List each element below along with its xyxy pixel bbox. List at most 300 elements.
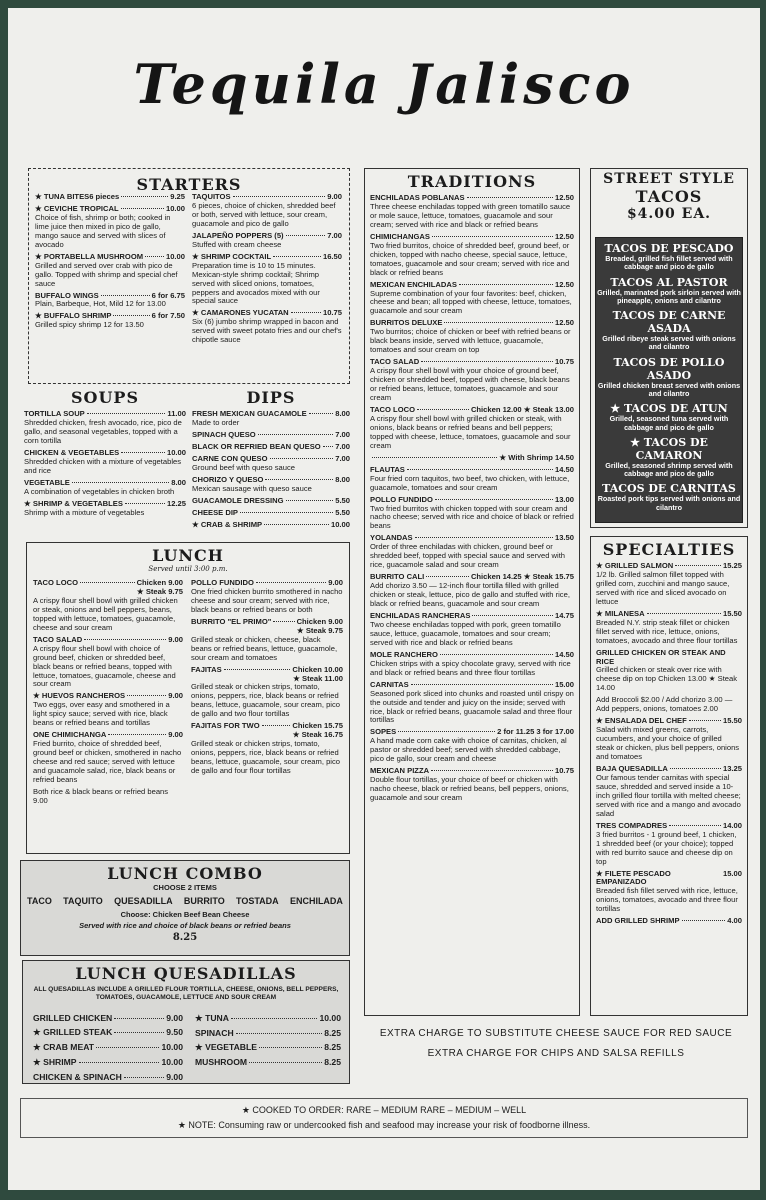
menu-item-name: ★ SHRIMP & VEGETABLES: [24, 498, 123, 508]
street-taco-name: TACOS AL PASTOR: [610, 275, 728, 289]
lunch-right-column: [191, 579, 343, 851]
menu-item-price: 6 for 7.50: [151, 311, 185, 321]
dot-leader: [432, 236, 553, 237]
tacos-header: TACOS: [593, 187, 745, 206]
street-taco-description: Grilled, marinated pork sirloin served with pineapple, onions and cilantro: [597, 287, 741, 305]
menu-item: [192, 476, 350, 494]
quesadilla-item: [33, 1042, 183, 1053]
menu-item-description: 6 pieces, choice of chicken, shredded beef or both, served with lettuce, sour cream, guacamole and pico de gallo: [192, 200, 336, 228]
specialties-header: SPECIALTIES: [596, 540, 742, 559]
menu-item-name: BAJA QUESADILLA: [596, 764, 668, 774]
dot-leader: [647, 613, 721, 614]
chips-salsa-note: EXTRA CHARGE FOR CHIPS AND SALSA REFILLS: [427, 1048, 685, 1059]
street-taco-description: Grilled ribeye steak served with onions and cilantro: [602, 334, 736, 352]
menu-item-name: ★ ENSALADA DEL CHEF: [596, 716, 687, 726]
soups-section: [24, 388, 186, 536]
menu-item-name: FLAUTAS: [370, 464, 405, 474]
starters-right-column: [192, 193, 342, 379]
menu-item-price: 2 for 11.25 3 for 17.00: [497, 727, 574, 737]
menu-item-description: Both rice & black beans or refried beans 9.00: [33, 786, 169, 805]
foodborne-note: ★ NOTE: Consuming raw or undercooked fish and seafood may increase your risk of foodborne illness.: [177, 1120, 591, 1130]
menu-item-price: 10.00: [330, 519, 350, 529]
menu-item-description: Breaded N.Y. strip steak fillet or chicken fillet served with rice, lettuce, onions, tomatoes, avocado and three flour tortillas: [596, 617, 738, 645]
menu-item: [191, 722, 343, 776]
menu-item-description: Chicken strips with a spicy chocolate gravy, served with rice and black or refried beans and three flour tortillas: [370, 658, 571, 677]
dips-section: [192, 388, 350, 536]
menu-item-price: 14.00: [722, 820, 742, 830]
dot-leader: [224, 669, 291, 670]
menu-item: [24, 500, 186, 518]
menu-item-name: ADD GRILLED SHRIMP: [596, 916, 680, 926]
menu-item-description: 3 fried burritos - 1 ground beef, 1 chicken, 1 shredded beef (or your choice); topped with red burrito sauce and cheese dip on top: [596, 829, 737, 866]
menu-item-name: GRILLED CHICKEN OR STEAK AND RICE: [596, 647, 726, 666]
quesadilla-name: GRILLED CHICKEN: [33, 1013, 113, 1023]
menu-item-price: 14.75: [554, 610, 574, 620]
quesadilla-item: [195, 1028, 341, 1038]
menu-item-name: ENCHILADAS RANCHERAS: [370, 610, 471, 620]
menu-item-name: ★ MILANESA: [596, 608, 645, 618]
menu-item-price-2: ★ Steak 9.75: [296, 625, 343, 635]
menu-item: [33, 731, 183, 785]
dot-leader: [127, 695, 166, 696]
lunch-combo-section: [20, 860, 350, 956]
dot-leader: [407, 469, 553, 470]
dot-leader: [121, 208, 164, 209]
menu-item-name: ★ BUFFALO SHRIMP: [35, 311, 112, 321]
dot-leader: [258, 434, 334, 435]
menu-item-description: Two fried burritos with chicken topped with sour cream and nacho cheese; served with rice and choice of black or refried beans: [370, 503, 574, 531]
menu-item-price: 10.75: [554, 766, 574, 776]
menu-item: [596, 917, 742, 926]
dot-leader: [440, 654, 553, 655]
dot-leader: [259, 1047, 322, 1048]
menu-item-price: 14.50: [554, 649, 574, 659]
dot-leader: [689, 720, 721, 721]
menu-item-name: TACO LOCO: [370, 404, 415, 414]
dot-leader: [264, 524, 329, 525]
street-tacos-section: [590, 168, 748, 528]
menu-item-name-row: [192, 443, 350, 452]
quesadilla-price: 8.25: [324, 1042, 341, 1052]
menu-item-name: MEXICAN ENCHILADAS: [370, 279, 457, 289]
dot-leader: [265, 479, 333, 480]
lunch-left-column: [33, 579, 183, 851]
menu-item: [35, 193, 185, 202]
menu-item-price: 9.00: [168, 634, 183, 644]
dot-leader: [113, 315, 149, 316]
menu-item-name: BURRITOS DELUXE: [370, 318, 443, 328]
menu-item-description: A crispy flour shell bowl with grilled chicken or steak, onions and bell peppers, beans, topped with lettuce, tomatoes, guacamole, cheese and sour cream: [33, 595, 178, 632]
quesadilla-price: 10.00: [161, 1057, 183, 1067]
combo-item: TACO: [27, 896, 52, 906]
menu-item-price: Chicken 15.75: [292, 721, 343, 731]
quesadilla-item: [33, 1013, 183, 1023]
menu-item-price: 5.50: [335, 495, 350, 505]
menu-item-name: ★ FILETE PESCADO EMPANIZADO: [596, 868, 671, 887]
street-taco-description: Grilled, seasoned tuna served with cabbage and pico de gallo: [609, 414, 729, 432]
menu-item-description: Add chorizo 3.50 — 12-inch flour tortilla filled with grilled chicken or steak, lettuce, pico de gallo and stuffed with rice, black or refried beans, guacamole and sour cream: [370, 581, 570, 609]
lunch-header: LUNCH: [32, 546, 344, 565]
menu-item-price: 10.75: [322, 308, 342, 318]
traditions-items: [370, 194, 574, 803]
menu-item: [370, 358, 574, 403]
dot-leader: [459, 284, 553, 285]
dot-leader: [121, 196, 168, 197]
menu-item-description: Three cheese enchiladas topped with green tomatillo sauce or mole sauce, lettuce, tomatoes, guacamole and sour cream; served with rice and black or refried beans: [370, 201, 571, 229]
quesadilla-item: [33, 1027, 183, 1038]
dot-leader: [270, 458, 334, 459]
menu-item-name: ONE CHIMICHANGA: [33, 730, 107, 740]
dot-leader: [114, 1018, 164, 1019]
menu-item-description: Four fried corn taquitos, two beef, two chicken, with lettuce, guacamole, tomatoes and sour cream: [370, 473, 570, 492]
menu-item: [370, 612, 574, 648]
menu-item-price: 15.00: [554, 679, 574, 689]
quesadillas-header: LUNCH QUESADILLAS: [75, 964, 297, 983]
menu-item-price: 12.50: [554, 318, 574, 328]
menu-item-description: Fried burrito, choice of shredded beef, ground beef or chicken, smothered in nacho cheese and red sauce; served with lettuce and guacamole salad, rice, black beans or refried beans: [33, 739, 182, 785]
menu-item-description: 1/2 lb. Grilled salmon fillet topped with grilled corn, zucchini and mango sauce, served with rice and sliced avocado on lettuce: [596, 569, 730, 606]
quesadillas-note: ALL QUESADILLAS INCLUDE A GRILLED FLOUR TORTILLA, CHEESE, ONIONS, BELL PEPPERS, TOMATOES, GUACAMOLE, LETTUCE AND SOUR CREAM: [33, 986, 339, 1001]
menu-item-price: 13.50: [554, 533, 574, 543]
dot-leader: [675, 565, 721, 566]
menu-item: [35, 292, 185, 310]
menu-item-description: Seasoned pork sliced into chunks and roasted until crispy on the outside and tender and juicy on the inside; served with rice, black or refried beans, guacamole salad and three flour tortillas: [370, 688, 574, 725]
dot-leader: [286, 500, 334, 501]
menu-item: [370, 573, 574, 609]
menu-item-description: Double flour tortillas, your choice of beef or chicken with nacho cheese, black or refried beans, bell peppers, onions, guacamole and sour cream: [370, 775, 569, 803]
menu-item-price: 9.00: [168, 691, 183, 701]
menu-item-description: A crispy flour shell bowl with choice of ground beef, chicken or shredded beef, black beans or refried beans, topped with lettuce, tomatoes, guacamole, cheese and sour cream: [33, 643, 176, 689]
menu-item-price-2: ★ Steak 16.75: [292, 730, 343, 740]
menu-item-price: 7.00: [335, 429, 350, 439]
menu-item-description: Stuffed with cream cheese: [192, 239, 282, 249]
menu-item-description: Two fried burritos, choice of shredded beef, ground beef, or chicken, topped with nacho cheese, special sauce, lettuce, tomatoes, guacamole and sour cream; served with rice and black or refried beans: [370, 240, 570, 277]
menu-item-description: Shrimp with a mixture of vegetables: [24, 507, 145, 517]
menu-item: [191, 579, 343, 615]
menu-item-name: MOLE RANCHERO: [370, 649, 438, 659]
menu-item-name: SOPES: [370, 727, 397, 737]
quesadilla-name: CHICKEN & SPINACH: [33, 1072, 122, 1081]
quesadilla-price: 9.00: [166, 1072, 183, 1081]
quesadilla-name: ★ SHRIMP: [33, 1057, 77, 1067]
menu-item: [192, 253, 342, 307]
dot-leader: [79, 1062, 160, 1063]
menu-item-price: 15.25: [722, 561, 742, 570]
menu-item-description: A combination of vegetables in chicken broth: [24, 486, 175, 496]
menu-item-name: CHICKEN & VEGETABLES: [24, 447, 120, 457]
menu-item-price: 10.75: [554, 357, 574, 367]
soups-header: SOUPS: [24, 388, 186, 407]
dot-leader: [431, 770, 553, 771]
menu-item-name: TACO SALAD: [33, 634, 83, 644]
quesadilla-price: 9.00: [166, 1013, 183, 1023]
street-taco-name: TACOS DE POLLO ASADO: [613, 355, 725, 382]
menu-item-price: 12.50: [554, 231, 574, 241]
menu-item: [596, 610, 742, 646]
combo-item: QUESADILLA: [114, 896, 173, 906]
combo-item: BURRITO: [183, 896, 225, 906]
menu-item: [24, 449, 186, 476]
menu-item-description: A crispy flour shell bowl with your choice of ground beef, chicken or shredded beef, topped with cheese, black beans or refried beans, lettuce, tomatoes, guacamole and sour cream: [370, 366, 570, 403]
menu-item-price: 7.00: [335, 453, 350, 463]
menu-item: [192, 521, 350, 530]
menu-item-price: ★ With Shrimp 14.50: [499, 452, 574, 462]
dot-leader: [670, 768, 721, 769]
street-tacos-list: [595, 237, 743, 523]
combo-item: TAQUITO: [63, 896, 103, 906]
menu-item-name: POLLO FUNDIDO: [191, 579, 254, 587]
dot-leader: [145, 256, 164, 257]
menu-item-description: A crispy flour shell bowl with grilled chicken or steak, with onions, black beans or refried beans and bell peppers; topped with cheese, lettuce, tomatoes, guacamole and sour cream: [370, 413, 571, 450]
menu-item-description: Grilled spicy shrimp 12 for 13.50: [35, 320, 144, 330]
menu-item-name: FAJITAS FOR TWO: [191, 721, 260, 731]
menu-item-price: 12.50: [554, 279, 574, 289]
menu-item-price: 9.00: [168, 730, 183, 740]
dot-leader: [240, 512, 333, 513]
quesadillas-left-column: [33, 1013, 183, 1081]
street-taco-item: [596, 276, 742, 306]
dot-leader: [472, 615, 553, 616]
menu-item-price: 7.00: [335, 441, 350, 451]
menu-item-price: 6 for 6.75: [151, 290, 185, 300]
lunch-quesadillas-section: [22, 960, 350, 1084]
menu-item-price-2: ★ Steak 11.00: [293, 673, 343, 683]
menu-item-name: ★ PORTABELLA MUSHROOM: [35, 251, 144, 261]
lunch-combo-items: [21, 892, 349, 910]
dot-leader: [421, 361, 553, 362]
menu-item: [33, 788, 183, 806]
menu-item-description: Order of three enchiladas with chicken, ground beef or shredded beef, topped with special sauce and served with rice, guacamole salad and sour cream: [370, 542, 566, 570]
menu-item-description: Two burritos; choice of chicken or beef with refried beans or black beans inside, served with lettuce, guacamole, tomatoes and sour cream on top: [370, 327, 571, 355]
menu-item-name: CHEESE DIP: [192, 507, 238, 517]
menu-item: [370, 281, 574, 317]
menu-item-name: BLACK OR REFRIED BEAN QUESO: [192, 441, 321, 451]
menu-item-description: Salad with mixed greens, carrots, cucumbers, and your choice of grilled steak or chicken, plus bell peppers, onions and tomatoes: [596, 725, 740, 762]
dot-leader: [87, 413, 166, 414]
dot-leader: [96, 1047, 159, 1048]
dot-leader: [121, 452, 165, 453]
menu-item: [35, 312, 185, 330]
menu-item-name: TACO LOCO: [33, 579, 78, 587]
traditions-header: TRADITIONS: [370, 172, 574, 191]
cooked-to-order: ★ COOKED TO ORDER: RARE – MEDIUM RARE – MEDIUM – WELL: [241, 1105, 527, 1115]
menu-item: [192, 443, 350, 452]
menu-item-price: Chicken 10.00: [292, 664, 343, 674]
street-taco-name: TACOS DE PESCADO: [604, 242, 734, 255]
menu-item-description: Choice of fish, shrimp or both; cooked in lime juice then mixed in pico de gallo, mango sauce and served with slices of avocado: [35, 212, 171, 249]
menu-item: [596, 562, 742, 607]
cheese-sauce-note: EXTRA CHARGE TO SUBSTITUTE CHEESE SAUCE FOR RED SAUCE: [379, 1028, 733, 1039]
menu-item-name: TAQUITOS: [192, 193, 231, 201]
menu-item: [596, 649, 742, 694]
menu-item: [192, 509, 350, 518]
menu-item-description: Mexican sausage with queso sauce: [192, 483, 312, 493]
menu-item-name: YOLANDAS: [370, 533, 413, 543]
menu-item: [370, 233, 574, 278]
menu-item-description: A hand made corn cake with choice of carnitas, chicken, al pastor or shredded beef; served with shredded cabbage, pico de gallo, sour cream and cheese: [370, 736, 567, 764]
menu-item-price: 15.50: [722, 716, 742, 726]
dot-leader: [669, 825, 721, 826]
menu-item: [192, 410, 350, 428]
menu-item-description: Supreme combination of your four favorites: beef, chicken, cheese and bean; all topped with cheese, lettuce, tomatoes, guacamole and sour cream: [370, 288, 572, 316]
tacos-price: $4.00 EA.: [593, 206, 745, 222]
starters-left-column: [35, 193, 185, 379]
menu-item-name: VEGETABLE: [24, 477, 70, 487]
menu-item-name-row: [192, 497, 350, 506]
menu-item-name: FAJITAS: [191, 664, 222, 674]
menu-item-name: TRES COMPADRES: [596, 820, 668, 830]
menu-item-description: Made to order: [192, 417, 240, 427]
dot-leader: [273, 621, 294, 622]
dot-leader: [444, 322, 553, 323]
menu-item: [35, 205, 185, 250]
menu-item-name-row: [192, 509, 350, 518]
menu-item-price: 14.50: [554, 464, 574, 474]
menu-item-price: Chicken 12.00 ★ Steak 13.00: [470, 404, 574, 414]
menu-item-name: BUFFALO WINGS: [35, 290, 99, 300]
menu-item: [33, 579, 183, 633]
menu-item-name-row: [596, 917, 742, 926]
menu-item-price: 9.00: [327, 193, 342, 201]
quesadilla-item: [33, 1072, 183, 1081]
dot-leader: [124, 1077, 164, 1078]
menu-item-name-row: [596, 870, 742, 888]
street-taco-description: Roasted pork tips served with onions and cilantro: [597, 494, 741, 512]
dot-leader: [262, 725, 291, 726]
menu-item-description: Ground beef with queso sauce: [192, 462, 296, 472]
menu-item-price: 15.00: [722, 868, 742, 878]
menu-item-name: CHIMICHANGAS: [370, 231, 430, 241]
menu-item: [370, 534, 574, 570]
menu-item-name: ★ HUEVOS RANCHEROS: [33, 691, 126, 701]
menu-item-name-row: [596, 649, 742, 667]
dot-leader: [286, 235, 326, 236]
menu-item: [370, 454, 574, 463]
street-taco-item: [596, 436, 742, 479]
menu-item: [192, 232, 342, 250]
dot-leader: [72, 482, 169, 483]
menu-item-name: ENCHILADAS POBLANAS: [370, 193, 465, 202]
menu-item: [596, 717, 742, 762]
street-taco-item: [596, 356, 742, 399]
menu-item-description: Preparation time is 10 to 15 minutes. Mexican-style shrimp cocktail; Shrimp served with sliced onions, tomatoes, peppers and avocados mixed with our special sauce: [192, 260, 320, 306]
quesadilla-price: 8.25: [324, 1028, 341, 1038]
menu-item: [370, 767, 574, 803]
dot-leader: [256, 582, 326, 583]
footer-box: [20, 1098, 748, 1138]
menu-item-name: ★ CAMARONES YUCATAN: [192, 308, 289, 318]
dot-leader: [682, 920, 726, 921]
quesadilla-item: [195, 1057, 341, 1067]
lunch-served-until: Served until 3:00 p.m.: [148, 565, 228, 573]
lunch-combo-header: LUNCH COMBO: [107, 864, 263, 883]
menu-item-name: ★ CEVICHE TROPICAL: [35, 203, 119, 213]
menu-item-name-row: [192, 431, 350, 440]
menu-item: [192, 309, 342, 345]
menu-item-price: 4.00: [727, 916, 742, 926]
menu-item-price: 16.50: [322, 251, 342, 261]
starters-section: [28, 168, 350, 384]
menu-item-price: Chicken 9.00: [136, 579, 183, 587]
menu-item-price: Chicken 9.00: [296, 616, 343, 626]
menu-item-description: Shredded chicken, fresh avocado, rice, pico de gallo, and seasonal vegetables, topped with a corn tortilla: [24, 417, 182, 445]
menu-item: [370, 194, 574, 230]
street-taco-item: [596, 242, 742, 272]
quesadilla-item: [33, 1057, 183, 1068]
dot-leader: [309, 413, 333, 414]
menu-item-name: MEXICAN PIZZA: [370, 766, 430, 776]
dot-leader: [101, 295, 150, 296]
street-taco-name: TACOS DE CARNE ASADA: [612, 309, 726, 336]
menu-item: [24, 479, 186, 497]
menu-item-description: Two cheese enchiladas topped with pork, green tomatillo sauce, lettuce, guacamole, tomatoes and sour cream; served with rice and black or refried beans: [370, 619, 561, 647]
dot-leader: [233, 196, 326, 197]
quesadilla-item: [195, 1042, 341, 1053]
lunch-combo-choose-meat: Choose: Chicken Beef Bean Cheese: [120, 910, 250, 919]
dot-leader: [108, 734, 166, 735]
menu-item-price: 7.00: [327, 230, 342, 240]
quesadilla-name: ★ GRILLED STEAK: [33, 1027, 113, 1037]
menu-item-description: Our famous tender carnitas with special sauce, shredded and served inside a 10-inch grilled flour tortilla with melted cheese; served with rice and a mango and avocado salad: [596, 772, 741, 818]
lunch-combo-choose: CHOOSE 2 ITEMS: [153, 883, 217, 892]
menu-item-name: CARNE CON QUESO: [192, 453, 268, 463]
quesadilla-price: 9.50: [166, 1027, 183, 1037]
menu-item-name: FRESH MEXICAN GUACAMOLE: [192, 409, 307, 418]
menu-item-description: Grilled steak or chicken strips, tomato, onions, peppers, rice, black beans or refried beans, lettuce, guacamole, sour cream, pico de gallo and two flour tortillas: [191, 682, 341, 719]
menu-item: [192, 455, 350, 473]
street-taco-description: Breaded, grilled fish fillet served with cabbage and pico de gallo: [605, 254, 733, 272]
street-taco-name: ★ TACOS DE ATUN: [610, 402, 728, 416]
dot-leader: [417, 409, 469, 410]
menu-item: [370, 406, 574, 451]
menu-item-price-2: ★ Steak 9.75: [136, 586, 183, 596]
quesadilla-price: 10.00: [161, 1042, 183, 1052]
menu-page: [8, 8, 760, 1190]
menu-item: [192, 497, 350, 506]
menu-item: [370, 319, 574, 355]
street-taco-description: Grilled chicken breast served with onions and cilantro: [597, 380, 741, 398]
menu-item-description: Two eggs, over easy and smothered in a light spicy sauce; served with rice, black beans or refried beans and tortillas: [33, 700, 170, 728]
dot-leader: [236, 1033, 323, 1034]
street-taco-item: [596, 482, 742, 512]
menu-item-name: CHORIZO Y QUESO: [192, 474, 264, 484]
menu-item: [35, 253, 185, 289]
dot-leader: [80, 582, 135, 583]
menu-item-price: 13.25: [722, 764, 742, 774]
menu-item: [370, 651, 574, 678]
menu-item-extra: 6 pieces: [89, 193, 120, 201]
menu-item: [370, 466, 574, 493]
menu-item-name-row: [370, 454, 574, 463]
menu-item-price: 12.25: [166, 498, 186, 508]
menu-item: [596, 870, 742, 915]
quesadilla-price: 8.25: [324, 1057, 341, 1067]
menu-item-price: 10.00: [165, 203, 185, 213]
dot-leader: [411, 684, 553, 685]
dot-leader: [273, 256, 321, 257]
dips-header: DIPS: [192, 388, 350, 407]
menu-item-price: 8.00: [171, 477, 186, 487]
lunch-section: [26, 542, 350, 854]
menu-item-name: BURRITO "EL PRIMO": [191, 616, 272, 626]
menu-item-name: TORTILLA SOUP: [24, 409, 85, 418]
menu-item-description: One fried chicken burrito smothered in nacho cheese and sour cream; served with rice, black beans or refried beans or both: [191, 586, 343, 614]
menu-item-price: Chicken 14.25 ★ Steak 15.75: [470, 572, 574, 582]
dot-leader: [114, 1032, 164, 1033]
street-taco-name: TACOS DE CARNITAS: [602, 482, 736, 496]
menu-item-description: Grilled steak or chicken strips, tomato, onions, peppers, rice, black beans or refried beans, lettuce, guacamole, sour cream, pico de gallo and four flour tortillas: [191, 739, 341, 776]
soups-items: [24, 410, 186, 517]
